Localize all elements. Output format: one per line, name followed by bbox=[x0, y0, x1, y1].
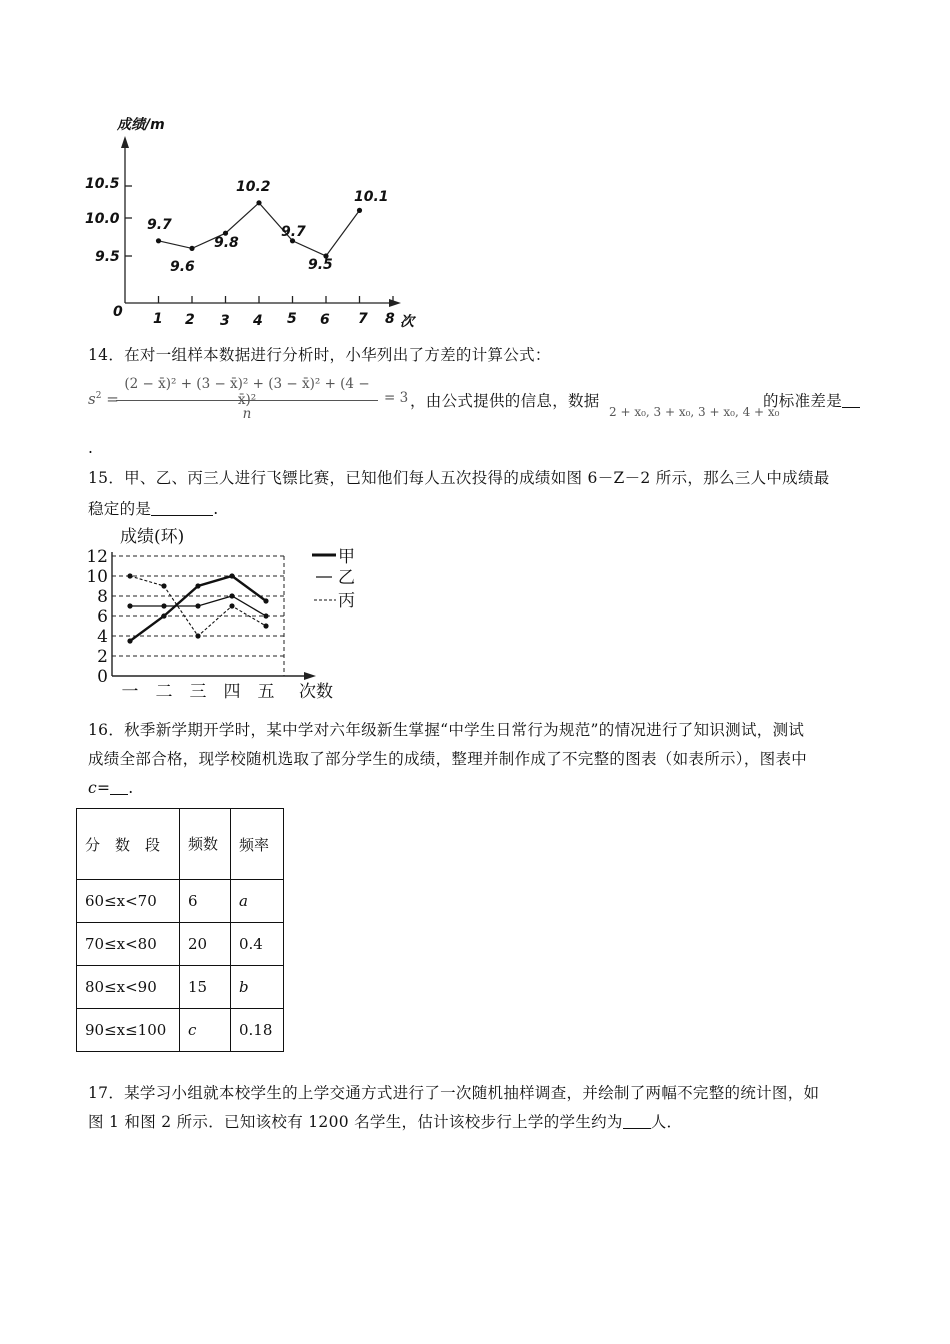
chart2-y-tick-label: 2 bbox=[97, 647, 108, 667]
header-cell-count: 频数 bbox=[180, 809, 231, 880]
chart1-x-tick-label: 4 bbox=[253, 313, 263, 329]
series-point-2 bbox=[229, 603, 234, 608]
q14-variance-formula bbox=[88, 376, 388, 426]
chart2-y-tick-label: 0 bbox=[97, 667, 108, 687]
cell-rate: 0.4 bbox=[231, 923, 284, 966]
series-point-1 bbox=[229, 593, 234, 598]
chart2-legend bbox=[312, 547, 355, 611]
cell-rate: b bbox=[231, 966, 284, 1009]
q14-data-expression: 2 + x₀, 3 + x₀, 3 + x₀, 4 + x₀ bbox=[609, 405, 780, 419]
series-point-2 bbox=[127, 573, 132, 578]
table-row bbox=[77, 966, 284, 1009]
chart2-y-tick-label: 8 bbox=[97, 587, 108, 607]
formula-rhs: = 3 bbox=[384, 390, 409, 406]
chart1-data-label: 9.8 bbox=[214, 235, 239, 251]
chart2-series bbox=[127, 573, 268, 643]
chart1-y-axis-label: 成绩/m bbox=[117, 117, 165, 133]
chart1-data-point bbox=[357, 208, 362, 213]
cell-count: 6 bbox=[180, 880, 231, 923]
q16-line-3: c= . bbox=[88, 779, 134, 797]
chart1-data-point bbox=[156, 238, 161, 243]
cell-range: 70≤x<80 bbox=[77, 923, 180, 966]
cell-rate: 0.18 bbox=[231, 1009, 284, 1052]
legend-label-bing: 丙 bbox=[338, 591, 355, 611]
series-point-0 bbox=[195, 583, 200, 588]
q16-line-1: 16．秋季新学期开学时，某中学对六年级新生掌握“中学生日常行为规范”的情况进行了知识测试，测试 bbox=[88, 721, 805, 739]
series-point-2 bbox=[161, 583, 166, 588]
chart1-x-tick-label: 1 bbox=[153, 311, 163, 327]
chart2-gridlines bbox=[112, 556, 284, 676]
formula-numerator: (2 − x̄)² + (3 − x̄)² + (3 − x̄)² + (4 − x̄)² bbox=[124, 376, 370, 408]
cell-range: 60≤x<70 bbox=[77, 880, 180, 923]
chart1-x-tick-label: 7 bbox=[358, 311, 368, 327]
table-header-row bbox=[77, 809, 284, 880]
series-point-0 bbox=[161, 613, 166, 618]
cell-count: 20 bbox=[180, 923, 231, 966]
formula-denominator: n bbox=[242, 406, 252, 422]
q15-line-1: 15．甲、乙、丙三人进行飞镖比赛，已知他们每人五次投得的成绩如图 6－Z－2 所示，那么三人中成绩最 bbox=[88, 469, 830, 487]
q14-ask: 的标准差是 bbox=[763, 387, 860, 415]
header-cell-rate: 频率 bbox=[231, 809, 284, 880]
chart1-x-tick-label: 3 bbox=[220, 313, 230, 329]
chart1-data-label: 10.1 bbox=[354, 189, 389, 205]
q14-mid-text: ，由公式提供的信息，数据 bbox=[410, 392, 600, 410]
chart1-x-ticks bbox=[159, 296, 394, 303]
chart1-x-tick-label: 8 bbox=[385, 311, 395, 327]
chart2-x-tick-label: 五 bbox=[257, 682, 275, 702]
cell-range: 90≤x≤100 bbox=[77, 1009, 180, 1052]
series-point-0 bbox=[263, 598, 268, 603]
header-cell-range: 分 数 段 bbox=[77, 809, 180, 880]
series-point-1 bbox=[161, 603, 166, 608]
chart1-data-label: 9.7 bbox=[147, 217, 172, 233]
chart1-x-tick-label: 5 bbox=[287, 311, 297, 327]
chart2-y-tick-label: 6 bbox=[97, 607, 108, 627]
chart1-y-tick-label: 10.0 bbox=[85, 211, 120, 227]
chart1-x-axis-label: 次 bbox=[400, 314, 414, 330]
frequency-table bbox=[76, 808, 284, 1052]
series-point-1 bbox=[195, 603, 200, 608]
chart2-x-tick-label: 三 bbox=[189, 682, 207, 702]
dart-score-line-chart bbox=[80, 522, 370, 702]
answer-blank[interactable] bbox=[110, 778, 128, 795]
q17-line-1: 17．某学习小组就本校学生的上学交通方式进行了一次随机抽样调查，并绘制了两幅不完整的统计图，如 bbox=[88, 1084, 820, 1102]
series-point-0 bbox=[229, 573, 234, 578]
formula-lhs: $s^2$ = bbox=[88, 390, 119, 408]
cell-count: 15 bbox=[180, 966, 231, 1009]
q14-end: . bbox=[88, 439, 94, 457]
chart1-data-label: 10.2 bbox=[236, 179, 271, 195]
chart1-data-point bbox=[256, 200, 261, 205]
chart2-x-tick-labels bbox=[122, 682, 275, 702]
chart2-x-tick-label: 一 bbox=[121, 682, 139, 702]
q16-line-2: 成绩全部合格，现学校随机选取了部分学生的成绩，整理并制作成了不完整的图表（如表所示），图表中 bbox=[88, 750, 808, 768]
chart1-data-label: 9.5 bbox=[308, 257, 333, 273]
series-point-2 bbox=[195, 633, 200, 638]
chart2-x-tick-label: 二 bbox=[155, 682, 173, 702]
chart1-data-label: 9.7 bbox=[281, 224, 306, 240]
chart2-x-axis-label: 次数 bbox=[299, 682, 333, 702]
cell-count: c bbox=[180, 1009, 231, 1052]
fraction-bar bbox=[116, 400, 378, 401]
answer-blank[interactable] bbox=[151, 499, 213, 516]
table-row bbox=[77, 1009, 284, 1052]
cell-rate: a bbox=[231, 880, 284, 923]
q15-line-2: 稳定的是 . bbox=[88, 500, 219, 518]
q14-intro: 14．在对一组样本数据进行分析时，小华列出了方差的计算公式： bbox=[88, 346, 551, 364]
chart2-y-axis-label: 成绩(环) bbox=[120, 527, 185, 547]
chart1-origin-label: 0 bbox=[113, 304, 123, 320]
table-row bbox=[77, 923, 284, 966]
q17-line-2: 图 1 和图 2 所示．已知该校有 1200 名学生，估计该校步行上学的学生约为 人． bbox=[88, 1113, 683, 1131]
chart1-y-tick-label: 10.5 bbox=[85, 176, 120, 192]
answer-blank[interactable] bbox=[623, 1112, 651, 1129]
chart2-y-tick-label: 10 bbox=[86, 567, 108, 587]
legend-label-jia: 甲 bbox=[338, 547, 355, 567]
cell-range: 80≤x<90 bbox=[77, 966, 180, 1009]
chart1-x-tick-label: 6 bbox=[320, 312, 330, 328]
chart2-x-tick-label: 四 bbox=[223, 682, 241, 702]
series-point-0 bbox=[127, 638, 132, 643]
chart1-data-point bbox=[189, 246, 194, 251]
distance-score-line-chart bbox=[80, 108, 440, 333]
chart1-y-tick-label: 9.5 bbox=[95, 249, 120, 265]
answer-blank[interactable] bbox=[842, 391, 860, 408]
series-point-2 bbox=[263, 623, 268, 628]
legend-label-yi: 乙 bbox=[338, 568, 355, 588]
series-point-1 bbox=[127, 603, 132, 608]
chart1-x-tick-label: 2 bbox=[185, 312, 195, 328]
series-point-1 bbox=[263, 613, 268, 618]
chart2-y-tick-label: 12 bbox=[86, 547, 108, 567]
table-row bbox=[77, 880, 284, 923]
chart2-y-tick-label: 4 bbox=[97, 627, 108, 647]
chart1-data-label: 9.6 bbox=[170, 259, 195, 275]
chart1-series-line bbox=[159, 203, 360, 256]
chart2-y-tick-labels bbox=[86, 547, 108, 687]
